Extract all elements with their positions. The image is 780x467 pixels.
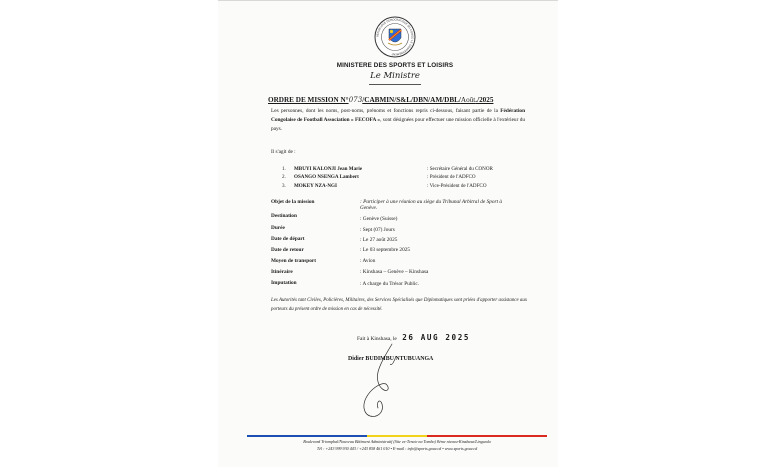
person-number: 2. bbox=[282, 174, 286, 181]
intro-text-1: Les personnes, dont les noms, post-noms, prénoms et fonctions repris ci-dessous, faisant partie de la bbox=[271, 108, 498, 114]
destination-value: : Genève (Suisse) bbox=[360, 216, 398, 222]
transport-label: Moyen de transport bbox=[271, 258, 317, 264]
transport-value: : Avion bbox=[360, 258, 376, 264]
duree-label: Durée bbox=[271, 225, 285, 231]
retour-value: : Le 03 septembre 2025 bbox=[360, 247, 411, 253]
person-number: 3. bbox=[282, 182, 286, 189]
order-year: ./2025 bbox=[475, 96, 494, 104]
signer-name: Didier BUDIMBU NTUBUANGA bbox=[348, 356, 434, 362]
imputation-value: : A charge du Trésor Public. bbox=[360, 281, 420, 287]
svg-text:REPUBLIQUE DEMOCRATIQUE DU CON: REPUBLIQUE DEMOCRATIQUE DU CONGO LE GOUVERNEMENT bbox=[376, 18, 414, 56]
person-row bbox=[282, 183, 552, 191]
closing-paragraph: Les Autorités tant Civiles, Policières, Militaires, des Services Spécialisés que Diplomatiques sont priées d'apporter assistance aux porteurs du présent ordre de mission en cas de nécessité. bbox=[271, 298, 527, 312]
order-prefix: ORDRE DE MISSION N° bbox=[268, 96, 349, 104]
order-title bbox=[268, 95, 568, 104]
depart-label: Date de départ bbox=[271, 236, 305, 242]
national-seal-icon bbox=[374, 16, 416, 58]
minister-title: Le Ministre bbox=[370, 71, 420, 81]
handwritten-signature bbox=[340, 342, 430, 422]
intro-text-2: , sont désignées pour effectuer une mission officielle à l'extérieur du pays. bbox=[271, 116, 526, 132]
depart-value: : Le 27 août 2025 bbox=[360, 237, 398, 243]
list-intro: Il s'agit de : bbox=[271, 149, 296, 155]
person-name: OSANGO NSENGA Lambert bbox=[294, 174, 359, 181]
person-name: MBUYI KALONJI Jean Marie bbox=[294, 166, 363, 172]
footer-contact: Tél : +243 999 930 443 / +243 858 461 010 • E-mail : info@sports.gouv.cd • www.sports.gouv.cd bbox=[316, 446, 478, 451]
date-stamp: 26 AUG 2025 bbox=[402, 333, 471, 342]
intro-paragraph bbox=[271, 107, 525, 134]
person-name: MOKEY NZA-NGI bbox=[294, 182, 337, 189]
footer-address: Boulevard Triomphal/Nouveau Bâtiment Administratif (Site ex-Tenete na Tombo) 8ème niveau-Kinshasa/Lingwala bbox=[303, 439, 491, 444]
objet-value: : Participer à une réunion au siège du Tribunal Arbitral de Sport à Genève. bbox=[360, 199, 503, 212]
person-row bbox=[282, 174, 552, 182]
person-role: : Secrétaire Général du CONOR bbox=[427, 166, 493, 172]
federation-name: Fédération Congolaise de Football Association « FECOFA » bbox=[271, 108, 526, 123]
minister-underline bbox=[369, 84, 421, 85]
person-row bbox=[282, 166, 552, 174]
destination-label: Destination bbox=[271, 213, 297, 219]
person-role: : Vice-Président de l'ADFCO bbox=[427, 182, 487, 189]
person-number: 1. bbox=[282, 166, 286, 172]
itineraire-label: Itinéraire bbox=[271, 269, 293, 275]
order-month: Août bbox=[460, 96, 476, 104]
made-at-text: Fait à Kinshasa, le bbox=[357, 336, 397, 342]
person-role: : Président de l'ADFCO bbox=[427, 174, 476, 181]
objet-label: Objet de la mission bbox=[271, 199, 315, 205]
itineraire-value: : Kinshasa – Genève – Kinshasa bbox=[360, 269, 429, 275]
imputation-label: Imputation bbox=[271, 280, 297, 286]
order-number: 073 bbox=[348, 95, 363, 104]
duree-value: : Sept (07) Jours bbox=[360, 227, 395, 233]
order-reference: /CABMIN/S&L/DBN/AM/DBL/ bbox=[362, 96, 461, 104]
persons-list bbox=[282, 166, 552, 191]
ministry-name: MINISTERE DES SPORTS ET LOISIRS bbox=[336, 62, 454, 69]
retour-label: Date de retour bbox=[271, 247, 304, 253]
place-date-line bbox=[357, 333, 470, 342]
page-top-border bbox=[218, 0, 558, 1]
flag-color-bar bbox=[247, 435, 547, 437]
